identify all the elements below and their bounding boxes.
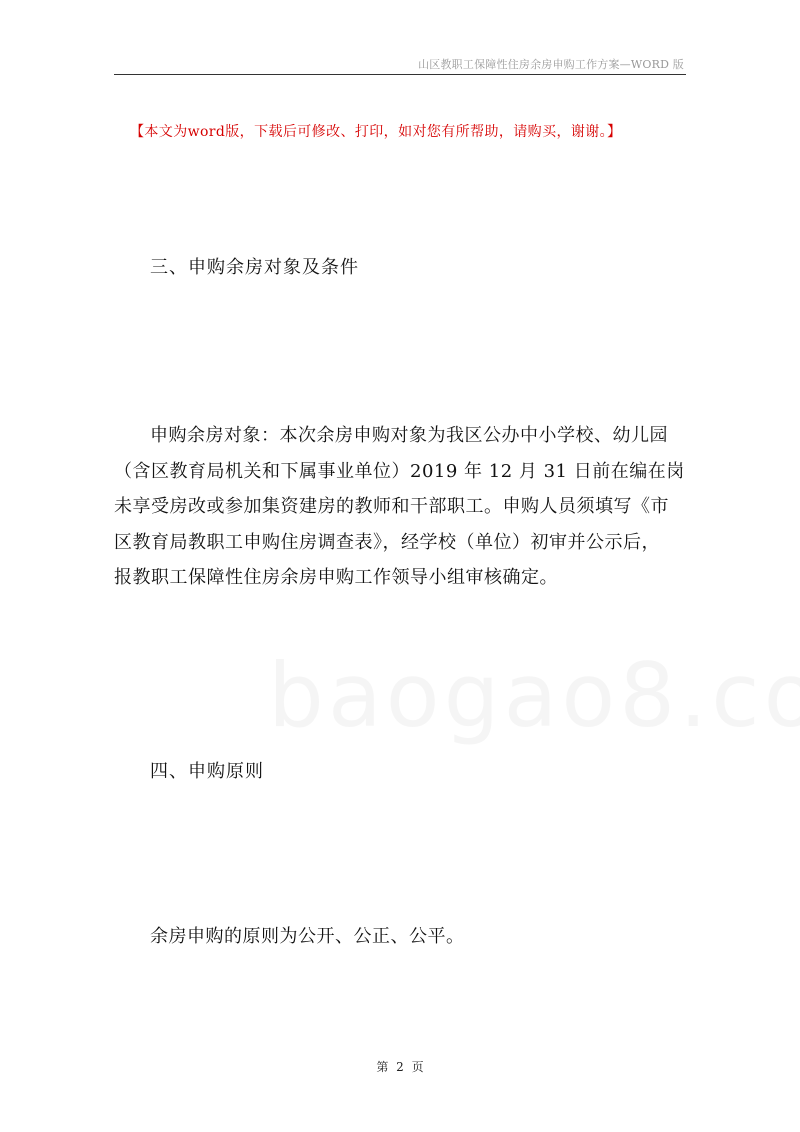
- section-4-paragraph: [114, 919, 688, 955]
- document-title: 山区教职工保障性住房余房申购工作方案—WORD 版: [418, 58, 684, 71]
- page-suffix: 页: [411, 1060, 424, 1074]
- page-prefix: 第: [376, 1060, 389, 1074]
- paragraph-line: 申购余房对象：本次余房申购对象为我区公办中小学校、幼儿园: [150, 425, 668, 446]
- page-number: 2: [396, 1060, 404, 1074]
- notice-banner: 【本文为word版，下载后可修改、打印，如对您有所帮助，请购买，谢谢。】: [130, 124, 622, 140]
- watermark: [268, 644, 800, 747]
- section-heading-3: 三、申购余房对象及条件: [150, 257, 359, 278]
- paragraph-line: 未享受房改或参加集资建房的教师和干部职工。申购人员须填写《市: [114, 496, 669, 517]
- paragraph-line: 区教育局教职工申购住房调查表》，经学校（单位）初审并公示后，: [114, 531, 660, 553]
- section-3-paragraph: [114, 418, 688, 596]
- paragraph-line: （含区教育局机关和下属事业单位）2019 年 12 月 31 日前在编在岗: [114, 460, 685, 482]
- paragraph-line: 报教职工保障性住房余房申购工作领导小组审核确定。: [114, 567, 558, 588]
- page-header: [114, 52, 686, 75]
- section-heading-4: 四、申购原则: [150, 761, 264, 782]
- paragraph-line: 余房申购的原则为公开、公正、公平。: [150, 926, 465, 947]
- page-footer: [0, 1058, 800, 1075]
